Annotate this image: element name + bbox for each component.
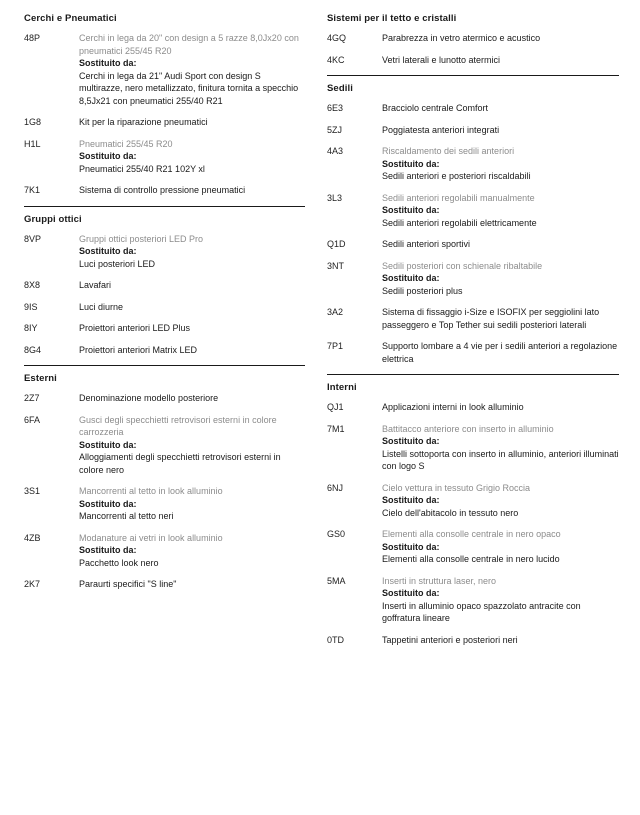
option-code: 6FA <box>24 414 41 425</box>
option-code: 9IS <box>24 301 38 312</box>
option-code: 4KC <box>327 54 345 65</box>
option-row <box>327 482 619 520</box>
option-description <box>382 528 619 566</box>
replaced-by-label: Sostituito da: <box>79 151 137 161</box>
section-title: Cerchi e Pneumatici <box>24 13 117 24</box>
option-code: 5ZJ <box>327 124 343 135</box>
section-sedili <box>327 75 619 365</box>
option-code: 7K1 <box>24 185 41 195</box>
replacement-option: Cielo dell'abitacolo in tessuto nero <box>382 507 519 518</box>
option-row <box>327 145 619 183</box>
replaced-by-label: Sostituito da: <box>382 158 440 169</box>
section-title: Interni <box>327 382 357 393</box>
option-row <box>24 116 305 129</box>
option-row <box>24 392 305 405</box>
replaced-option: Gruppi ottici posteriori LED Pro <box>79 233 204 244</box>
option-description: Sistema di controllo pressione pneumatici <box>79 185 246 195</box>
option-code: 0TD <box>327 634 345 645</box>
replaced-option: Elementi alla consolle centrale in nero opaco <box>382 529 561 539</box>
replaced-by-label: Sostituito da: <box>382 205 440 215</box>
option-description <box>382 575 619 625</box>
section-gruppi-ottici <box>24 206 305 357</box>
option-row <box>327 192 619 230</box>
replaced-by-label: Sostituito da: <box>79 58 137 68</box>
option-description: Proiettori anteriori LED Plus <box>79 323 191 333</box>
replacement-option: Alloggiamenti degli specchietti retrovisori esterni in colore nero <box>79 452 281 475</box>
replaced-option: Mancorrenti al tetto in look alluminio <box>79 486 223 496</box>
section-title: Sistemi per il tetto e cristalli <box>327 13 457 24</box>
option-row <box>24 485 305 523</box>
option-row <box>327 575 619 625</box>
option-row <box>327 102 619 115</box>
option-description: Poggiatesta anteriori integrati <box>382 124 500 135</box>
option-row <box>24 344 305 357</box>
replacement-option: Elementi alla consolle centrale in nero lucido <box>382 554 560 564</box>
option-code: 4A3 <box>327 146 344 156</box>
replaced-option: Gusci degli specchietti retrovisori esterni in colore carrozzeria <box>79 414 277 437</box>
option-description <box>382 260 619 298</box>
option-code: QJ1 <box>327 402 344 412</box>
option-row <box>24 184 305 197</box>
replaced-by-label: Sostituito da: <box>79 246 137 256</box>
replaced-option: Inserti in struttura laser, nero <box>382 575 497 586</box>
option-code: 4GQ <box>327 33 347 43</box>
right-column <box>327 6 619 655</box>
option-description <box>79 414 305 477</box>
option-code: 48P <box>24 33 41 43</box>
option-description <box>79 233 305 271</box>
option-description: Sedili anteriori sportivi <box>382 239 471 249</box>
option-code: 5MA <box>327 575 346 586</box>
replaced-by-label: Sostituito da: <box>79 439 137 450</box>
option-description: Supporto lombare a 4 vie per i sedili anteriori a regolazione elettrica <box>382 341 618 364</box>
option-description <box>382 192 619 230</box>
option-row <box>24 32 305 107</box>
option-code: 8G4 <box>24 344 42 355</box>
replaced-by-label: Sostituito da: <box>382 541 440 552</box>
replaced-by-label: Sostituito da: <box>382 588 440 598</box>
option-description: Tappetini anteriori e posteriori neri <box>382 634 518 645</box>
option-code: 3NT <box>327 260 345 271</box>
replaced-option: Modanature ai vetri in look alluminio <box>79 532 223 543</box>
option-code: H1L <box>24 138 41 149</box>
option-code: 3L3 <box>327 192 343 203</box>
option-code: 6E3 <box>327 103 344 113</box>
option-description: Denominazione modello posteriore <box>79 393 219 403</box>
replacement-option: Luci posteriori LED <box>79 258 156 269</box>
section-title: Gruppi ottici <box>24 213 82 225</box>
option-description: Luci diurne <box>79 301 124 312</box>
section-title: Sedili <box>327 83 353 94</box>
option-code: 6NJ <box>327 482 344 493</box>
replacement-option: Sedili anteriori regolabili elettricamente <box>382 217 537 228</box>
option-description: Vetri laterali e lunotto atermici <box>382 54 501 65</box>
replacement-option: Listelli sottoporta con inserto in alluminio, anteriori illuminati con logo S <box>382 448 619 471</box>
replacement-option: Sedili anteriori e posteriori riscaldabili <box>382 171 531 181</box>
replaced-option: Pneumatici 255/45 R20 <box>79 138 173 149</box>
option-row <box>24 279 305 292</box>
option-code: 8IY <box>24 323 38 333</box>
option-code: Q1D <box>327 239 346 249</box>
option-code: 7P1 <box>327 341 344 351</box>
option-description: Kit per la riparazione pneumatici <box>79 117 208 127</box>
replaced-by-label: Sostituito da: <box>79 545 137 555</box>
option-code: 3S1 <box>24 486 41 496</box>
replaced-by-label: Sostituito da: <box>382 495 440 505</box>
option-description <box>79 138 305 176</box>
option-row <box>327 340 619 365</box>
option-description <box>79 532 305 570</box>
option-description: Lavafari <box>79 280 112 290</box>
option-description <box>79 485 305 523</box>
option-code: 3A2 <box>327 307 344 317</box>
replacement-option: Cerchi in lega da 21" Audi Sport con design S multirazze, nero metallizzato, finitura tornita a specchio 8,5Jx21 con pneumatici 255/40 R21 <box>79 70 299 106</box>
section-title: Esterni <box>24 373 57 384</box>
replaced-option: Cerchi in lega da 20" con design a 5 razze 8,0Jx20 con pneumatici 255/45 R20 <box>79 33 299 56</box>
option-row <box>24 233 305 271</box>
option-row <box>327 32 619 45</box>
option-description <box>79 32 305 107</box>
option-row <box>327 528 619 566</box>
replaced-option: Cielo vettura in tessuto Grigio Roccia <box>382 482 531 493</box>
option-code: 1G8 <box>24 117 42 127</box>
option-description <box>382 423 619 473</box>
replacement-option: Pacchetto look nero <box>79 557 159 568</box>
option-row <box>327 634 619 647</box>
option-row <box>24 301 305 314</box>
option-row <box>327 260 619 298</box>
left-column <box>24 6 305 600</box>
replacement-option: Mancorrenti al tetto neri <box>79 511 174 521</box>
option-description: Paraurti specifici "S line" <box>79 579 177 589</box>
option-description: Parabrezza in vetro atermico e acustico <box>382 33 541 43</box>
option-code: 8VP <box>24 233 42 244</box>
option-row <box>327 423 619 473</box>
option-row <box>327 124 619 137</box>
option-description: Sistema di fissaggio i-Size e ISOFIX per seggiolini lato passeggero e Top Tether sui sedili posteriori laterali <box>382 307 600 330</box>
replacement-option: Sedili posteriori plus <box>382 285 463 296</box>
option-row <box>24 322 305 335</box>
section-sistemi-per-il-tetto-e-cristalli <box>327 6 619 66</box>
option-description <box>382 482 619 520</box>
option-row <box>327 306 619 331</box>
section-esterni <box>24 365 305 591</box>
option-code: 7M1 <box>327 423 345 434</box>
option-code: 8X8 <box>24 280 41 290</box>
section-cerchi-e-pneumatici <box>24 6 305 197</box>
replacement-option: Inserti in alluminio opaco spazzolato antracite con goffratura lineare <box>382 600 581 623</box>
option-description: Applicazioni interni in look alluminio <box>382 402 524 412</box>
replaced-option: Sedili anteriori regolabili manualmente <box>382 192 535 203</box>
option-row <box>327 401 619 414</box>
option-code: 4ZB <box>24 532 41 543</box>
replaced-option: Sedili posteriori con schienale ribaltabile <box>382 260 543 271</box>
option-description <box>382 145 619 183</box>
option-row <box>24 414 305 477</box>
option-code: GS0 <box>327 529 346 539</box>
replaced-by-label: Sostituito da: <box>79 498 137 509</box>
replaced-by-label: Sostituito da: <box>382 273 440 283</box>
section-interni <box>327 374 619 646</box>
option-row <box>24 138 305 176</box>
option-row <box>24 532 305 570</box>
replacement-option: Pneumatici 255/40 R21 102Y xl <box>79 163 205 174</box>
replaced-option: Battitacco anteriore con inserto in alluminio <box>382 423 554 434</box>
option-code: 2Z7 <box>24 393 40 403</box>
option-code: 2K7 <box>24 579 41 589</box>
option-row <box>24 578 305 591</box>
replaced-option: Riscaldamento dei sedili anteriori <box>382 146 515 156</box>
option-description: Proiettori anteriori Matrix LED <box>79 344 198 355</box>
option-row <box>327 238 619 251</box>
option-description: Bracciolo centrale Comfort <box>382 103 489 113</box>
option-row <box>327 54 619 67</box>
replaced-by-label: Sostituito da: <box>382 436 440 446</box>
